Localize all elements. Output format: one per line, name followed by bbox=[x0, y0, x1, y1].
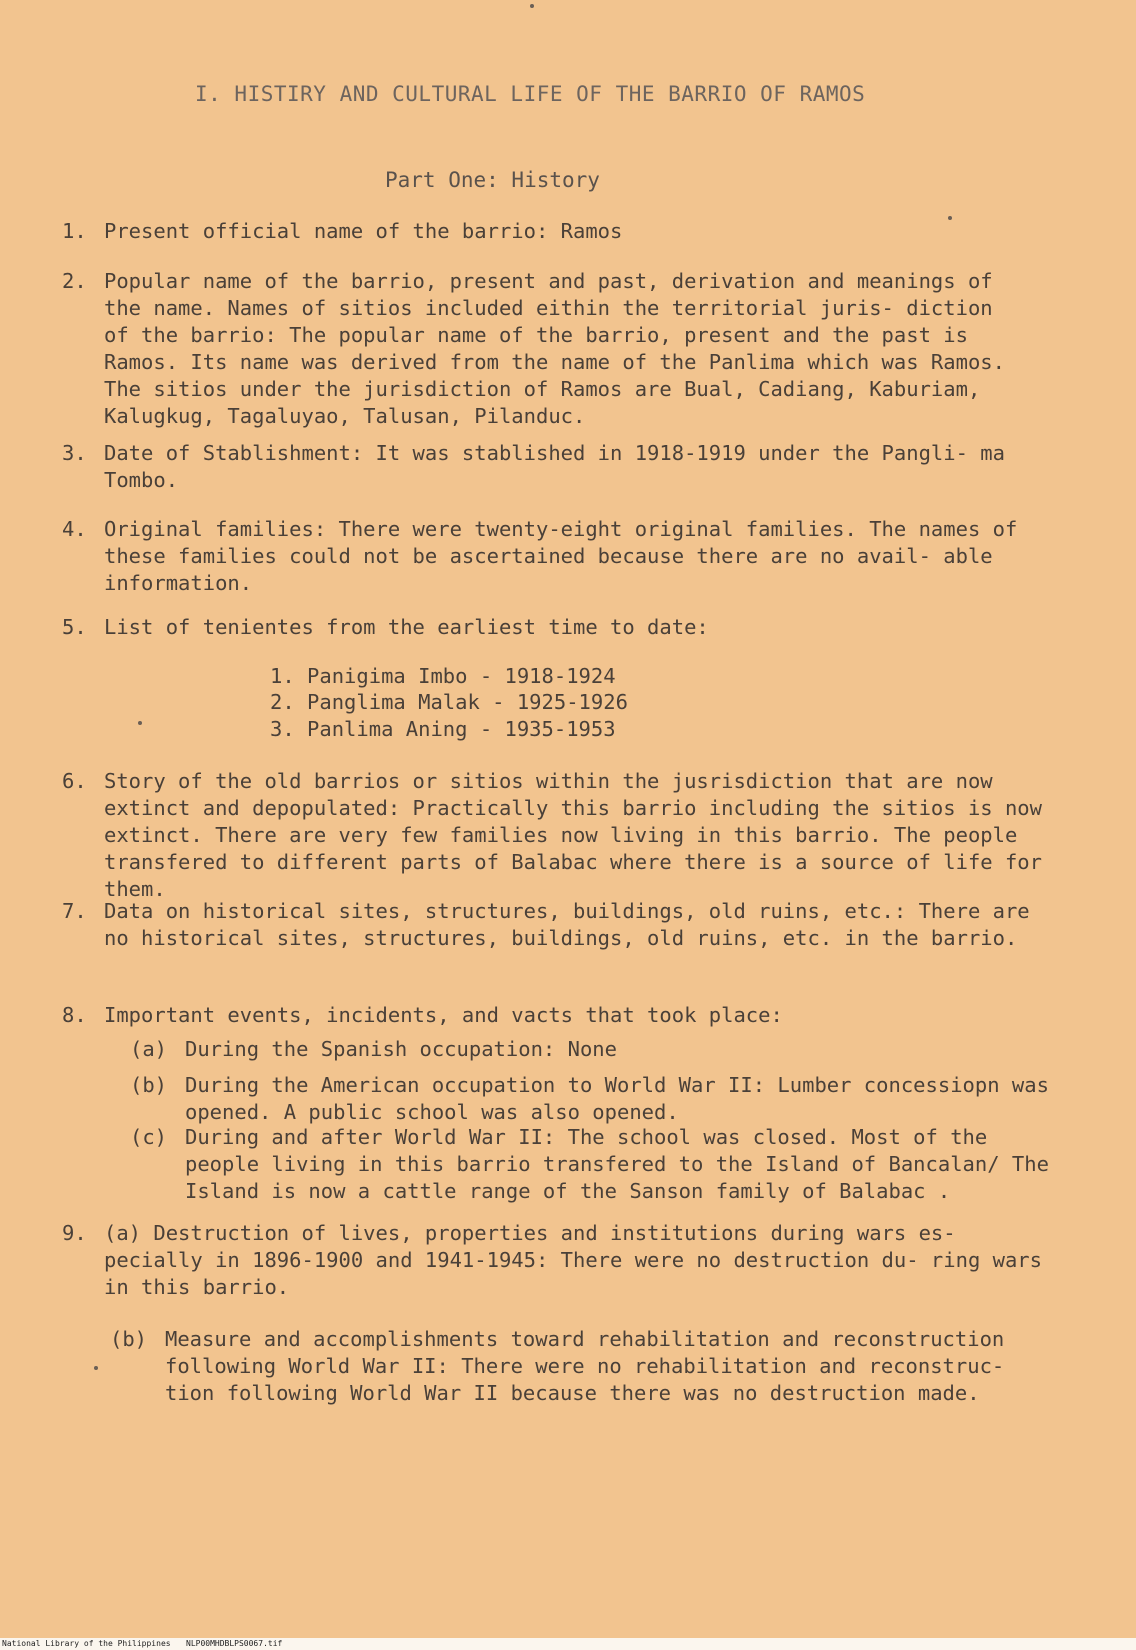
paper-mark bbox=[530, 4, 534, 8]
part-heading: Part One: History bbox=[385, 168, 600, 192]
teniente-entry: 2. Panglima Malak - 1925-1926 bbox=[270, 690, 628, 714]
event-a bbox=[130, 1036, 1030, 1063]
item-9b bbox=[110, 1326, 1050, 1407]
item-4 bbox=[62, 516, 1052, 597]
item-9b-label: (b) bbox=[110, 1327, 148, 1351]
item-text: Present official name of the barrio: Ramos bbox=[104, 219, 623, 243]
teniente-entry: 1. Panigima Imbo - 1918-1924 bbox=[270, 664, 616, 688]
item-8 bbox=[62, 1002, 1072, 1029]
item-number: 4. bbox=[62, 517, 87, 541]
item-text: Date of Stablishment: It was stablished in 1918-1919 under the Pangli- ma Tombo. bbox=[104, 441, 1005, 492]
document-title: I. HISTIRY AND CULTURAL LIFE OF THE BARRIO OF RAMOS bbox=[195, 82, 866, 106]
item-number: 8. bbox=[62, 1003, 87, 1027]
item-6 bbox=[62, 768, 1052, 903]
event-text: During the Spanish occupation: None bbox=[185, 1037, 617, 1061]
item-9b-text: Measure and accomplishments toward rehabilitation and reconstruction following World War II: There were no rehabilitation and reconstruc- tion following World War II because there was no destruction made. bbox=[165, 1327, 1005, 1405]
item-text: Data on historical sites, structures, buildings, old ruins, etc.: There are no historical sites, structures, buildings, old ruins, etc. in the barrio. bbox=[104, 899, 1030, 950]
item-number: 9. bbox=[62, 1221, 87, 1245]
footer-source: National Library of the Philippines bbox=[2, 1639, 171, 1648]
item-3 bbox=[62, 440, 1022, 494]
paper-mark bbox=[94, 1366, 98, 1370]
item-number: 2. bbox=[62, 269, 87, 293]
footer-filename: NLP00MHDBLPS0067.tif bbox=[186, 1639, 283, 1648]
event-text: During and after World War II: The school was closed. Most of the people living in this barrio transfered to the Island of Bancalan/ The Island is now a cattle range of the Sanson family of Balabac . bbox=[185, 1125, 1049, 1203]
item-2 bbox=[62, 268, 1012, 430]
item-7 bbox=[62, 898, 1052, 952]
item-5 bbox=[62, 614, 1072, 641]
item-text: (a) Destruction of lives, properties and institutions during wars es- pecially in 1896-1900 and 1941-1945: There were no destruction du- ring wars in this barrio. bbox=[104, 1221, 1042, 1299]
item-text: Important events, incidents, and vacts that took place: bbox=[104, 1003, 783, 1027]
item-number: 7. bbox=[62, 899, 87, 923]
event-c bbox=[130, 1124, 1055, 1205]
paper-mark bbox=[138, 721, 142, 725]
item-9 bbox=[62, 1220, 1047, 1301]
paper-mark bbox=[948, 216, 952, 220]
item-number: 5. bbox=[62, 615, 87, 639]
event-label: (b) bbox=[130, 1073, 168, 1097]
item-number: 6. bbox=[62, 769, 87, 793]
item-text: List of tenientes from the earliest time to date: bbox=[104, 615, 709, 639]
item-1 bbox=[62, 218, 1072, 245]
footer-bar bbox=[0, 1638, 1136, 1650]
event-text: During the American occupation to World War II: Lumber concessiopn was opened. A public school was also opened. bbox=[185, 1073, 1049, 1124]
item-text: Original families: There were twenty-eight original families. The names of these families could not be ascertained because there are no avail- able information. bbox=[104, 517, 1018, 595]
event-label: (c) bbox=[130, 1125, 168, 1149]
event-label: (a) bbox=[130, 1037, 168, 1061]
item-text: Popular name of the barrio, present and past, derivation and meanings of the name. Names of sitios included eithin the territorial juris- diction of the barrio: The popular name of the barrio, present and the past is Ramos. Its name was derived from the name of the Panlima which was Ramos. The sitios under the jurisdiction of Ramos are Bual, Cadiang, Kaburiam, Kalugkug, Tagaluyao, Talusan, Pilanduc. bbox=[104, 269, 1005, 428]
event-b bbox=[130, 1072, 1055, 1126]
item-number: 1. bbox=[62, 219, 87, 243]
item-text: Story of the old barrios or sitios within the jusrisdiction that are now extinct and depopulated: Practically this barrio including the sitios is now extinct. There are very few families now living in this barrio. The people transfered to different parts of Balabac where there is a source of life for them. bbox=[104, 769, 1042, 901]
teniente-entry: 3. Panlima Aning - 1935-1953 bbox=[270, 717, 616, 741]
item-number: 3. bbox=[62, 441, 87, 465]
